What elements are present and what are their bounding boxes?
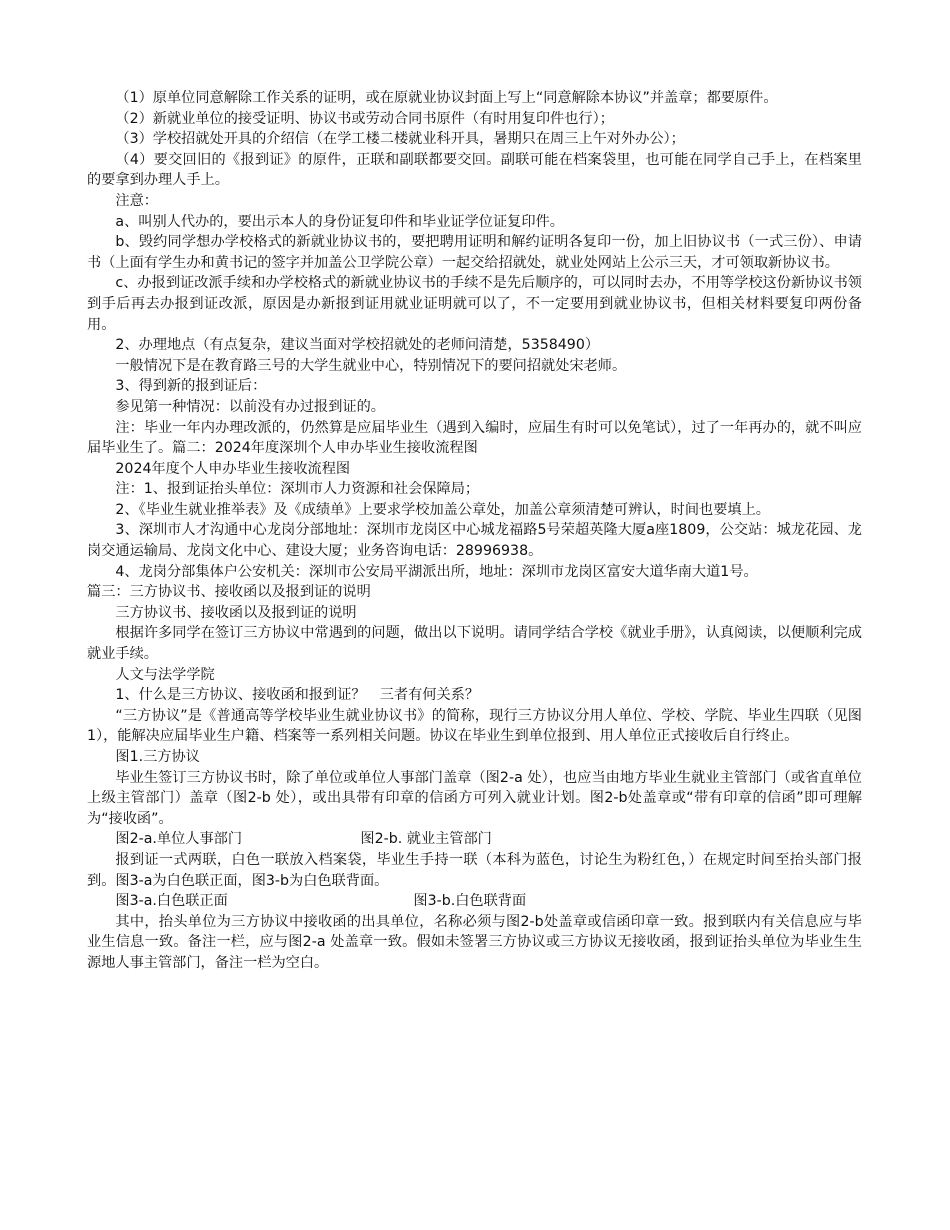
paragraph: b、毁约同学想办学校格式的新就业协议书的，要把聘用证明和解约证明各复印一份，加上旧协议书（一式三份）、申请书（上面有学生办和黄书记的签字并加盖公卫学院公章）一起交给招就处，就业处网站上公示三天，才可领取新协议书。 xyxy=(87,234,862,271)
paragraph: 1、什么是三方协议、接收函和报到证？ 三者有何关系？ xyxy=(115,687,480,704)
caption-fig3a: 图3-a.白色联正面 xyxy=(115,893,228,910)
paragraph: a、叫别人代办的，要出示本人的身份证复印件和毕业证学位证复印件。 xyxy=(115,213,564,230)
figure-captions-fig3 xyxy=(87,891,862,912)
paragraph: 一般情况下是在教育路三号的大学生就业中心，特别情况下的要问招就处宋老师。 xyxy=(115,357,627,374)
paragraph: （2）新就业单位的接受证明、协议书或劳动合同书原件（有时用复印件也行）； xyxy=(115,110,614,127)
paragraph: 三方协议书、接收函以及报到证的说明 xyxy=(115,604,357,621)
paragraph: 毕业生签订三方协议书时，除了单位或单位人事部门盖章（图2-a 处），也应当由地方毕业生就业主管部门（或省直单位上级主管部门）盖章（图2-b 处），或出具带有印章的信函方可列入就业计划。图2-b处盖章或“带有印章的信函”即可理解为“接收函”。 xyxy=(87,769,862,827)
paragraph: 2024年度个人申办毕业生接收流程图 xyxy=(115,460,351,477)
paragraph: 注：1、报到证抬头单位：深圳市人力资源和社会保障局； xyxy=(115,481,480,498)
paragraph: 人文与法学学院 xyxy=(115,666,215,683)
paragraph: （3）学校招就处开具的介绍信（在学工楼二楼就业科开具，暑期只在周三上午对外办公）； xyxy=(115,131,685,148)
paragraph: 参见第一种情况：以前没有办过报到证的。 xyxy=(115,398,385,415)
paragraph: 根据许多同学在签订三方协议中常遇到的问题，做出以下说明。请同学结合学校《就业手册》，认真阅读，以便顺利完成就业手续。 xyxy=(87,625,862,663)
caption-fig2a: 图2-a.单位人事部门 xyxy=(115,831,243,848)
figure-captions-fig2 xyxy=(87,829,862,850)
paragraph: 3、深圳市人才沟通中心龙岗分部地址：深圳市龙岗区中心城龙福路5号荣超英隆大厦a座1809，公交站：城龙花园、龙岗交通运输局、龙岗文化中心、建设大厦；业务咨询电话：28996938。 xyxy=(87,522,862,560)
paragraph: （4）要交回旧的《报到证》的原件，正联和副联都要交回。副联可能在档案袋里，也可能在同学自己手上，在档案里的要拿到办理人手上。 xyxy=(87,151,862,189)
paragraph: c、办报到证改派手续和办学校格式的新就业协议书的手续不是先后顺序的，可以同时去办，不用等学校这份新协议书领到手后再去办报到证改派，原因是办新报到证用就业证明就可以了，不一定要用到就业协议书，但相关材料要复印两份备用。 xyxy=(87,275,862,333)
section-heading-part3: 篇三：三方协议书、接收函以及报到证的说明 xyxy=(87,584,371,601)
caption-fig3b: 图3-b.白色联背面 xyxy=(413,893,527,910)
caption-fig2b: 图2-b. 就业主管部门 xyxy=(360,831,492,848)
paragraph: “三方协议”是《普通高等学校毕业生就业协议书》的简称，现行三方协议分用人单位、学校、学院、毕业生四联（见图1），能解决应届毕业生户籍、档案等一系列相关问题。协议在毕业生到单位报到、用人单位正式接收后自行终止。 xyxy=(87,707,862,745)
paragraph: 2、《毕业生就业推举表》及《成绩单》上要求学校加盖公章处，加盖公章须清楚可辨认，时间也要填上。 xyxy=(115,501,770,518)
paragraph: 注意： xyxy=(115,192,158,209)
paragraph: 报到证一式两联，白色一联放入档案袋，毕业生手持一联（本科为蓝色，讨论生为粉红色，）在规定时间至抬头部门报到。图3-a为白色联正面，图3-b为白色联背面。 xyxy=(87,851,862,889)
paragraph: 其中，抬头单位为三方协议中接收函的出具单位，名称必须与图2-b处盖章或信函印章一致。报到联内有关信息应与毕业生信息一致。备注一栏，应与图2-a 处盖章一致。假如未签署三方协议或三方协议无接收函，报到证抬头单位为毕业生生源地人事主管部门，备注一栏为空白。 xyxy=(87,913,862,971)
paragraph: 注：毕业一年内办理改派的，仍然算是应届毕业生（遇到入编时，应届生有时可以免笔试），过了一年再办的，就不叫应届毕业生了。篇二：2024年度深圳个人申办毕业生接收流程图 xyxy=(87,419,862,457)
paragraph: （1）原单位同意解除工作关系的证明，或在原就业协议封面上写上“同意解除本协议”并盖章；都要原件。 xyxy=(115,90,778,106)
paragraph: 2、办理地点（有点复杂，建议当面对学校招就处的老师问清楚，5358490） xyxy=(115,337,600,354)
document-body xyxy=(87,88,862,974)
figure-caption: 图1.三方协议 xyxy=(115,749,200,765)
paragraph: 4、龙岗分部集体户公安机关：深圳市公安局平湖派出所，地址：深圳市龙岗区富安大道华南大道1号。 xyxy=(115,563,758,580)
paragraph: 3、得到新的报到证后： xyxy=(115,378,267,395)
